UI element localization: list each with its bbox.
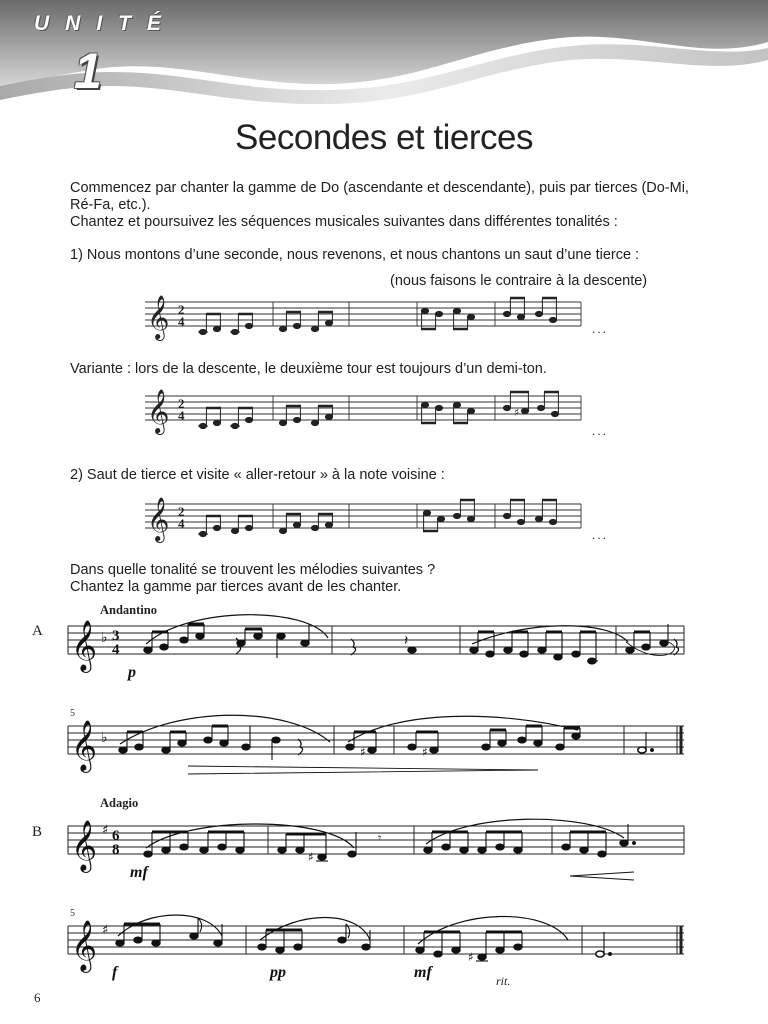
melody-a-label: A bbox=[32, 623, 43, 639]
exercise1-descent-note: (nous faisons le contraire à la descente) bbox=[390, 273, 648, 289]
unit-number: 1 bbox=[74, 43, 102, 99]
svg-text:2: 2 bbox=[178, 302, 185, 317]
svg-text:4: 4 bbox=[178, 408, 185, 423]
svg-text:♯: ♯ bbox=[102, 923, 109, 938]
continuation-dots-1: ... bbox=[592, 322, 609, 336]
svg-text:♭: ♭ bbox=[101, 630, 108, 646]
intro-line-2: Ré-Fa, etc.). bbox=[70, 197, 151, 213]
svg-text:♯: ♯ bbox=[102, 823, 109, 838]
staff-melody-a-1 bbox=[68, 612, 688, 676]
variant-instruction: Variante : lors de la descente, le deuxième tour est toujours d’un demi-ton. bbox=[70, 361, 547, 377]
unit-word: UNITÉ bbox=[34, 12, 177, 35]
page-number: 6 bbox=[34, 990, 41, 1005]
svg-text:♭: ♭ bbox=[101, 730, 108, 746]
svg-text:4: 4 bbox=[112, 642, 120, 658]
melody-b-dynamic: mf bbox=[130, 864, 148, 881]
melody-b-tempo: Adagio bbox=[100, 796, 139, 810]
svg-text:2: 2 bbox=[178, 504, 185, 519]
intro-line-1: Commencez par chanter la gamme de Do (ascendante et descendante), puis par tierces (Do-Mi, bbox=[70, 180, 689, 196]
svg-text:♯: ♯ bbox=[422, 745, 428, 759]
svg-text:4: 4 bbox=[178, 516, 185, 531]
melody-a-tempo: Andantino bbox=[100, 603, 157, 617]
svg-text:8: 8 bbox=[112, 842, 120, 858]
svg-text:2: 2 bbox=[178, 396, 185, 411]
page-title: Secondes et tierces bbox=[235, 118, 533, 157]
melody-b-line2-dynamic-1: f bbox=[112, 964, 118, 981]
continuation-dots-3: ... bbox=[592, 528, 609, 542]
exercise1-instruction: 1) Nous montons d’une seconde, nous revenons, et nous chantons un saut d’une tierce : bbox=[70, 247, 640, 263]
melody-a-dynamic: p bbox=[128, 664, 136, 681]
svg-text:4: 4 bbox=[178, 314, 185, 329]
svg-text:𝄞: 𝄞 bbox=[147, 497, 170, 541]
continuation-dots-2: ... bbox=[592, 424, 609, 438]
svg-text:𝄞: 𝄞 bbox=[147, 389, 170, 433]
staff-variant bbox=[145, 386, 585, 436]
melody-a-measure-number: 5 bbox=[70, 708, 75, 719]
svg-text:3: 3 bbox=[112, 628, 120, 644]
melody-b-line2-dynamic-3: mf bbox=[414, 964, 432, 981]
exercise2-instruction: 2) Saut de tierce et visite « aller-retour » à la note voisine : bbox=[70, 467, 445, 483]
melody-b-label: B bbox=[32, 824, 43, 840]
staff-exercise1 bbox=[145, 292, 585, 342]
staff-melody-b-2 bbox=[68, 912, 688, 972]
svg-text:♯: ♯ bbox=[468, 950, 474, 964]
svg-text:𝄞: 𝄞 bbox=[71, 620, 98, 671]
svg-text:𝄞: 𝄞 bbox=[71, 920, 98, 971]
question-line-2: Chantez la gamme par tierces avant de les chanter. bbox=[70, 579, 402, 595]
melody-b-rit: rit. bbox=[496, 974, 511, 988]
treble-clef: 𝄞 bbox=[147, 295, 170, 339]
melody-b-line2-dynamic-2: pp bbox=[270, 964, 286, 981]
intro-line-3: Chantez et poursuivez les séquences musicales suivantes dans différentes tonalités : bbox=[70, 214, 618, 230]
svg-text:𝄽: 𝄽 bbox=[404, 633, 409, 649]
svg-text:♯: ♯ bbox=[360, 745, 366, 759]
svg-text:𝄞: 𝄞 bbox=[71, 820, 98, 871]
question-line-1: Dans quelle tonalité se trouvent les mélodies suivantes ? bbox=[70, 562, 436, 578]
svg-text:6: 6 bbox=[112, 828, 120, 844]
staff-melody-a-2 bbox=[68, 712, 688, 780]
melody-b-measure-number: 5 bbox=[70, 908, 75, 919]
svg-text:♯: ♯ bbox=[308, 850, 314, 864]
svg-text:♯: ♯ bbox=[514, 406, 520, 419]
svg-text:𝄞: 𝄞 bbox=[71, 720, 98, 771]
staff-exercise2 bbox=[145, 494, 585, 544]
svg-text:𝄾: 𝄾 bbox=[378, 831, 382, 845]
staff-melody-b-1 bbox=[68, 812, 688, 884]
